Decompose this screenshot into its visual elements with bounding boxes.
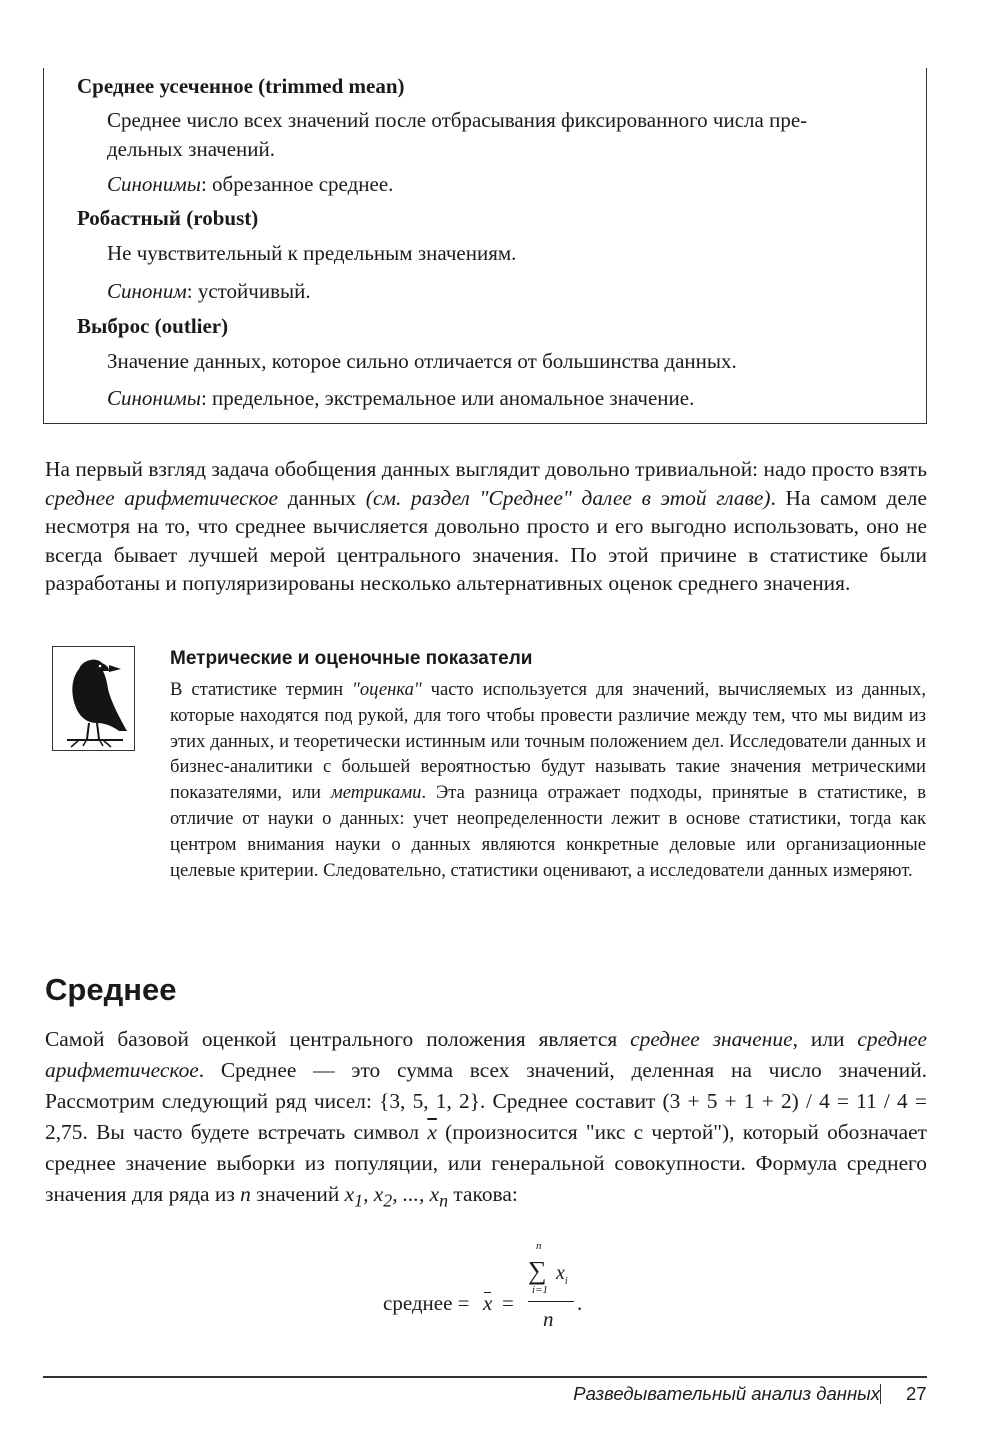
glossary-definition-outlier (107, 347, 907, 376)
crow-icon (52, 646, 135, 751)
glossary-term-trimmed-mean: Среднее усеченное (trimmed mean) (77, 74, 405, 98)
text-run: . На самом деле несмотря на то, что среднее вычисляется довольно просто и его выгодно использовать, оно не всегда бывает лучшей мерой центрального значения. По этой причине в статистике были разработаны и популяризированы несколько альтернативных оценок среднего значения. (45, 485, 927, 595)
definition-line: Значение данных, которое сильно отличается от большинства данных. (107, 349, 737, 373)
definition-line: дельных значений. (107, 137, 276, 161)
emphasis: среднее арифметическое (45, 1027, 927, 1082)
text-run: . Эта разница отражает подходы, принятые в статистике, в отличие от науки о данных: учет неопределенности лежит в основе статистики, тогда как центром внимания науки о данных являются конкретные деловые или организационные целевые критерии. Следовательно, статистики оценивают, а исследователи данных измеряют. (170, 782, 927, 881)
variable-x: x (556, 1262, 565, 1284)
note-title: Метрические и оценочные показатели (170, 648, 533, 669)
emphasis: среднее арифметическое (45, 485, 279, 510)
glossary-synonyms-trimmed-mean (107, 170, 907, 199)
glossary-definition-trimmed-mean (107, 106, 907, 164)
text-run: В статистике термин (170, 679, 353, 700)
formula-denominator: n (543, 1307, 554, 1331)
footer-chapter-title: Разведывательный анализ данных (573, 1383, 880, 1404)
page-number: 27 (906, 1383, 927, 1404)
footer-rule (43, 1376, 927, 1378)
synonyms-text: : устойчивый. (186, 279, 311, 303)
emphasis: метриками (330, 782, 422, 804)
synonyms-text: : обрезанное среднее. (200, 172, 394, 196)
synonyms-label: Синонимы (107, 172, 201, 196)
cross-reference: (см. раздел "Среднее" далее в этой главе) (365, 485, 771, 510)
variable-x: x (373, 1182, 384, 1206)
sum-lower-limit: i=1 (532, 1284, 548, 1296)
variable-n: n (240, 1182, 251, 1206)
formula-x-i (556, 1262, 568, 1287)
glossary-term-outlier: Выброс (outlier) (77, 314, 229, 338)
text-run: Самой базовой оценкой центрального положения является (45, 1027, 631, 1051)
crow-illustration (53, 647, 134, 750)
note-text (170, 677, 926, 883)
glossary-synonyms-robust (107, 277, 907, 306)
variable-x: x (429, 1182, 440, 1206)
x-series: $x_1$, $x_2$, ..., $x_n$ (344, 1182, 449, 1211)
fraction-bar (528, 1301, 574, 1302)
synonyms-label: Синоним (107, 279, 187, 303)
section-paragraph (45, 1024, 927, 1216)
text-run: данных (278, 485, 366, 510)
formula-x-bar: x (483, 1291, 493, 1315)
formula-label: среднее = (383, 1291, 470, 1315)
text-run: (произносится "икс с чертой"), который обозначает среднее значение выборки из популяции, или генеральной совокупности. Формула среднего значения для ряда из (45, 1120, 927, 1206)
definition-line: Среднее число всех значений после отбрасывания фиксированного числа пре- (107, 108, 808, 132)
footer-separator (880, 1384, 881, 1404)
synonyms-text: : предельное, экстремальное или аномальное значение. (200, 386, 695, 410)
glossary-synonyms-outlier (107, 384, 907, 413)
text-run: На первый взгляд задача обобщения данных выглядит довольно тривиальной: надо просто взять (45, 457, 927, 481)
text-run: часто используется для значений, вычисляемых из данных, которые находятся под рукой, для того чтобы провести различие между тем, что мы видим из этих данных, и теоретически истинным или точным положением дел. Исследователи данных и бизнес-аналитики с большей вероятностью будут называть такие значения метрическими показателями, или (170, 679, 927, 804)
glossary-definition-robust (107, 239, 907, 268)
number-set: {3, 5, 1, 2} (379, 1089, 480, 1113)
formula-equals: = (502, 1291, 514, 1315)
text-run: . Среднее — это сумма всех значений, деленная на число значений. Рассмотрим следующий ряд чисел: (45, 1058, 927, 1113)
text-run: . Вы часто будете встречать символ (82, 1120, 428, 1144)
emphasis: среднее значение (630, 1027, 793, 1051)
mean-formula (380, 1240, 640, 1340)
variable-x: x (344, 1182, 355, 1206)
definition-line: Не чувствительный к предельным значениям. (107, 241, 517, 265)
sum-upper-limit: n (536, 1240, 542, 1252)
text-run: значений (250, 1182, 345, 1206)
x-bar-symbol: $\overline{x}$ (427, 1120, 437, 1144)
synonyms-label: Синонимы (107, 386, 201, 410)
text-run: . Среднее составит (479, 1089, 663, 1113)
emphasis: "оценка" (352, 679, 422, 700)
calculation: (3 + 5 + 1 + 2) / 4 = 11 / 4 = 2,75 (45, 1089, 927, 1144)
text-run: такова: (448, 1182, 518, 1206)
formula-period: . (577, 1291, 583, 1315)
intro-paragraph (45, 455, 927, 598)
index-i: i (564, 1276, 568, 1287)
section-heading: Среднее (45, 972, 177, 1007)
text-run: , или (792, 1027, 858, 1051)
sum-symbol: ∑ (528, 1256, 547, 1285)
glossary-term-robust: Робастный (robust) (77, 206, 259, 230)
